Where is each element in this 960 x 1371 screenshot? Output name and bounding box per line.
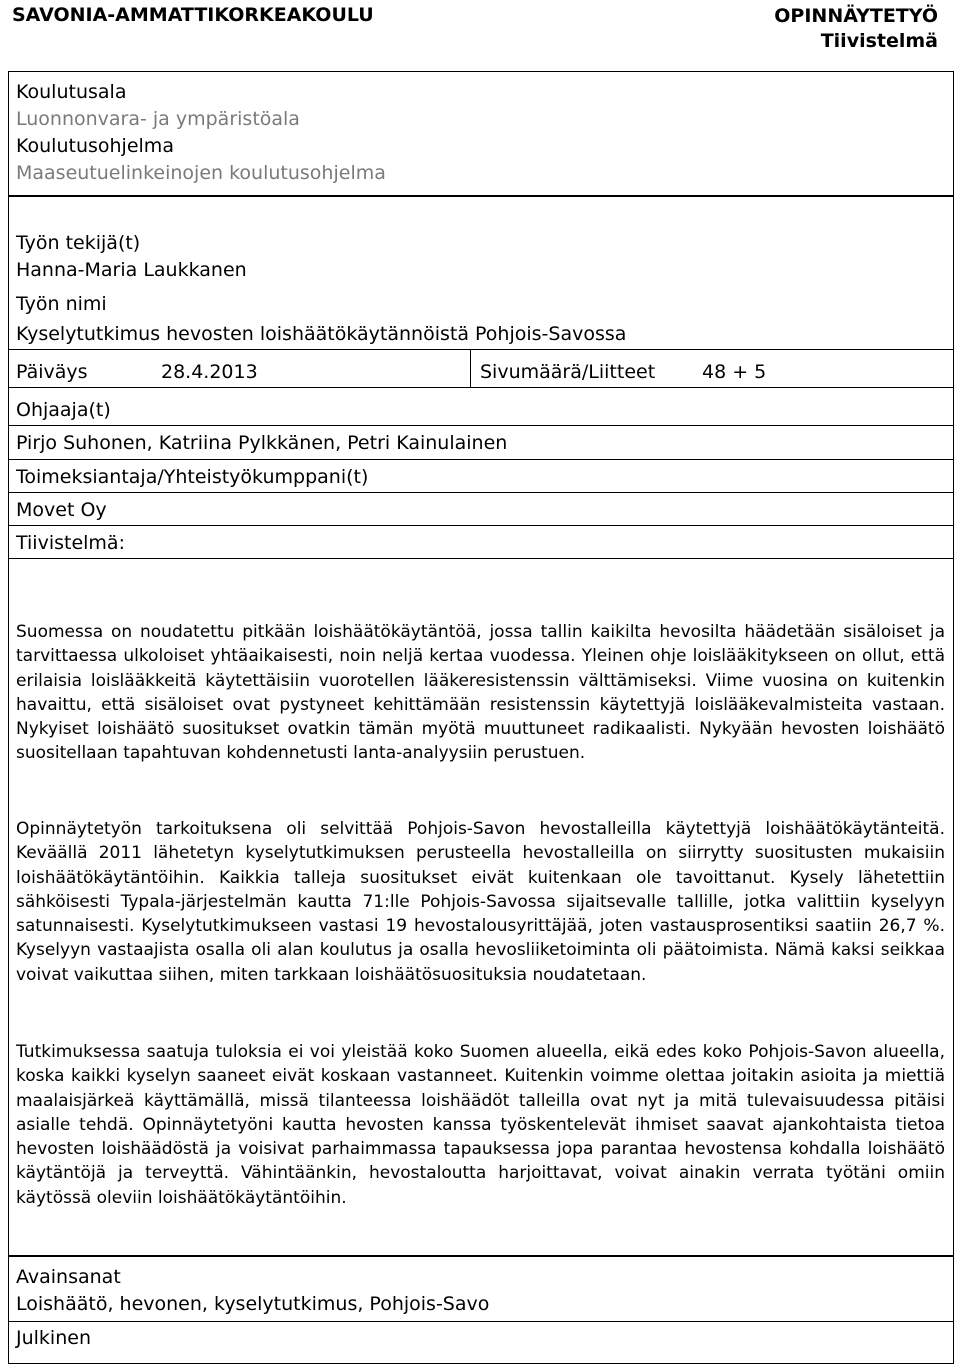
- abstract-paragraph-1: Suomessa on noudatettu pitkään loishäätökäytäntöä, jossa tallin kaikilta hevosilta häädetään sisäloiset ja tarvittaessa ulkoloiset yhtäaikaisesti, noin neljä kertaa vuodessa. Yleinen ohje loislääkitykseen on ollut, että erilaisia loislääkkeitä käytettäisiin vuorotellen lääkeresistenssin välttämiseksi. Viime vuosina on kuitenkin havaittu, että sisäloiset ovat pystyneet kehittämään resistenssin käytettyjä loislääkevalmisteita vastaan. Nykyiset loishäätö suositukset ovatkin tämän myötä muuttuneet radikaalisti. Nykyään hevosten loishäätö suositellaan tapahtuvan kohdennetusti lanta-analyysiin perustuen.: [16, 622, 945, 764]
- education-box: [8, 71, 954, 196]
- keywords-label: Avainsanat: [16, 1266, 121, 1288]
- divider: [9, 349, 953, 350]
- abstract-paragraph-3: Tutkimuksessa saatuja tuloksia ei voi yleistää koko Suomen alueella, eikä edes koko Pohjois-Savon alueella, koska kaikki kyselyn saaneet eivät koskaan vastanneet. Kuitenkin voimme olettaa joitakin asioita ja miettiä maalaisjärkeä käyttämällä, missä tilanteessa loishäädöt talleilla ovat nyt ja mitä tulevaisuudessa pitäisi asialle tehdä. Opinnäytetyöni kautta hevosten kanssa työskentelevät ihmiset saavat ajankohtaista tietoa hevosten loishäädöstä ja voisivat parhaimmassa tapauksessa jopa parantaa hevostensa kohdalla loishäätö käytäntöjä ja terveyttä. Vähintäänkin, hevostaloutta harjoittavat, voivat ainakin verrata työtäni omiin käytössä oleviin loishäätökäytäntöihin.: [16, 1042, 945, 1208]
- divider: [9, 525, 953, 526]
- abstract-paragraph-2: Opinnäytetyön tarkoituksena oli selvittää Pohjois-Savon hevostalleilla käytettyjä loishäätökäytänteitä. Keväällä 2011 lähetetyn kyselytutkimuksen perusteella hevostalleilla on siirrytty suositusten mukaisiin loishäätökäytäntöihin. Kaikkia talleja suositukset eivät kuitenkaan ole tavoittanut. Kysely lähetettiin sähköisesti Typala-järjestelmän kautta 71:lle Pohjois-Savossa sijaitsevalle tallille, jotka valittiin kyselyyn satunnaisesti. Kyselytutkimukseen vastasi 19 hevostalousyrittäjää, joten vastausprosentiksi saatiin 26,7 %. Kyselyyn vastaajista osalla oli alan koulutus ja osalla hevosliiketoiminta oli päätoimista. Nämä kaksi seikkaa voivat vaikuttaa siihen, miten tarkkaan loishäätösuosituksia noudatetaan.: [16, 819, 945, 985]
- document-type-title: OPINNÄYTETYÖ: [774, 5, 938, 27]
- divider: [9, 425, 953, 426]
- supervisor-value: Pirjo Suhonen, Katriina Pylkkänen, Petri Kainulainen: [16, 432, 508, 454]
- document-type: [774, 4, 938, 54]
- public-label: Julkinen: [16, 1327, 91, 1349]
- divider: [9, 558, 953, 559]
- institution-name: SAVONIA-AMMATTIKORKEAKOULU: [12, 4, 374, 26]
- client-value: Movet Oy: [16, 499, 107, 521]
- date-label: Päiväys: [16, 361, 88, 383]
- divider: [9, 387, 953, 388]
- divider: [9, 1321, 953, 1322]
- keywords-box: [8, 1256, 954, 1364]
- divider: [9, 459, 953, 460]
- pages-label: Sivumäärä/Liitteet: [480, 361, 656, 383]
- supervisor-label: Ohjaaja(t): [16, 399, 111, 421]
- thesis-info-box: [8, 196, 954, 1256]
- divider: [9, 492, 953, 493]
- program-value: Maaseutuelinkeinojen koulutusohjelma: [16, 162, 386, 184]
- keywords-value: Loishäätö, hevonen, kyselytutkimus, Pohjois-Savo: [16, 1293, 490, 1315]
- field-label: Koulutusala: [16, 81, 127, 103]
- divider: [470, 349, 471, 387]
- abstract-label: Tiivistelmä:: [16, 532, 125, 554]
- client-label: Toimeksiantaja/Yhteistyökumppani(t): [16, 466, 369, 488]
- title-label: Työn nimi: [16, 293, 107, 315]
- pages-value: 48 + 5: [702, 361, 767, 383]
- title-value: Kyselytutkimus hevosten loishäätökäytännöistä Pohjois-Savossa: [16, 323, 627, 345]
- author-label: Työn tekijä(t): [16, 232, 141, 254]
- date-value: 28.4.2013: [161, 361, 258, 383]
- program-label: Koulutusohjelma: [16, 135, 174, 157]
- field-value: Luonnonvara- ja ympäristöala: [16, 108, 300, 130]
- document-type-subtitle: Tiivistelmä: [820, 30, 938, 52]
- author-value: Hanna-Maria Laukkanen: [16, 259, 247, 281]
